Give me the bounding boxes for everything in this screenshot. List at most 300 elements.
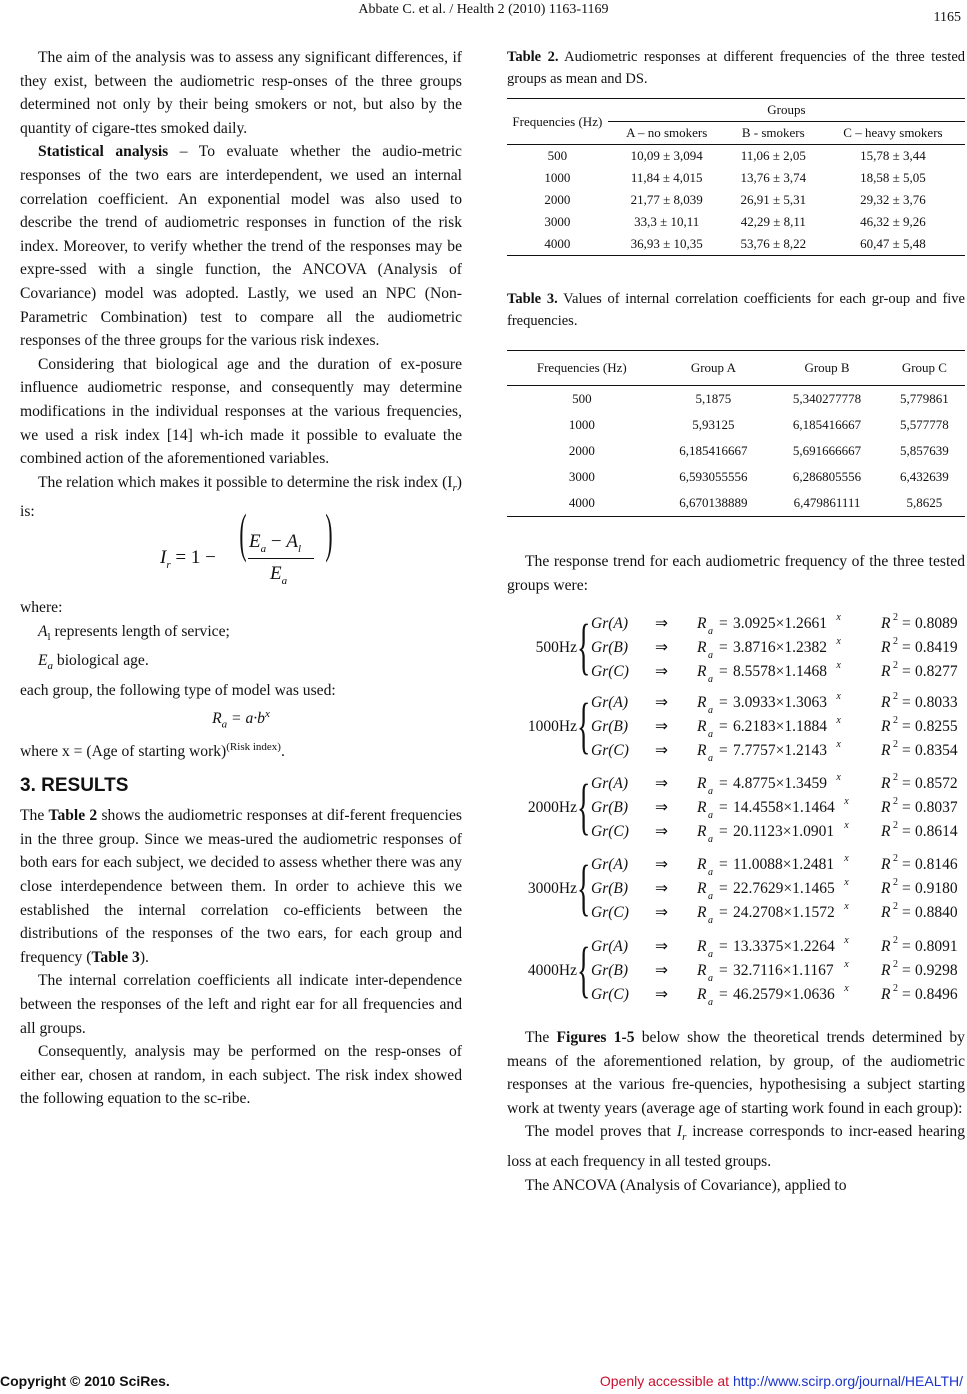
equals: =	[902, 799, 911, 816]
I: I	[160, 546, 167, 568]
group: Gr(C)	[591, 904, 629, 921]
table-cell: 5,1875	[695, 391, 732, 406]
model-formula	[20, 703, 462, 737]
equals: =	[719, 904, 728, 921]
table-cell: 5,577778	[900, 417, 949, 432]
sup: 2	[893, 691, 898, 702]
R2: R	[881, 823, 891, 840]
column-header: C – heavy smokers	[821, 122, 965, 145]
sup: x	[836, 691, 841, 702]
table-cell: 60,47 ± 5,48	[860, 236, 926, 251]
page-number: 1165	[933, 10, 961, 25]
r-squared: 0.8033	[915, 694, 958, 711]
r-squared: 0.9180	[915, 880, 958, 897]
equation-row	[591, 739, 965, 763]
group: Gr(C)	[591, 742, 629, 759]
equation-row	[591, 853, 965, 877]
text: ) is:	[20, 473, 462, 521]
table-cell: 29,32 ± 3,76	[860, 192, 926, 207]
equals: =	[719, 962, 728, 979]
equation-row	[591, 612, 965, 636]
equals: =	[902, 742, 911, 759]
paragraph-coefficients: The internal correlation coefficients all indicate inter-dependence between the responses of the left and right ear for all frequencies and all groups.	[20, 972, 462, 1037]
R2: R	[881, 986, 891, 1003]
equals: =	[902, 856, 911, 873]
sub: a	[708, 674, 713, 685]
t: .	[280, 743, 285, 761]
sup: 2	[893, 796, 898, 807]
R2: R	[881, 663, 891, 680]
table-row	[507, 386, 965, 413]
sub: a	[708, 705, 713, 716]
equals: =	[719, 938, 728, 955]
table-cell: 1000	[544, 170, 571, 185]
table-3	[507, 350, 965, 517]
text: The relation which makes it possible to determine the risk index (I	[38, 473, 453, 491]
group: Gr(C)	[591, 986, 629, 1003]
Ra: R	[697, 799, 707, 816]
paragraph-figures	[507, 1026, 965, 1120]
R2: R	[881, 615, 891, 632]
sub: r	[682, 1131, 687, 1144]
sup: x	[844, 901, 849, 912]
table-row	[507, 412, 965, 438]
model-expression: 13.3375×1.2264	[733, 938, 835, 955]
model-expression: 20.1123×1.0901	[733, 823, 835, 840]
equals: =	[719, 775, 728, 792]
Ra: R	[697, 775, 707, 792]
brace: {	[577, 936, 591, 1004]
table-cell: 5,857639	[900, 443, 949, 458]
r-squared: 0.8037	[915, 799, 958, 816]
Ra: R	[697, 823, 707, 840]
t: represents length of service;	[50, 622, 230, 640]
t: ).	[139, 948, 149, 966]
Ra: R	[697, 986, 707, 1003]
equals: =	[902, 904, 911, 921]
table-cell: 1000	[568, 417, 595, 432]
implies-icon: ⇒	[655, 880, 668, 897]
table-cell: 5,8625	[906, 495, 943, 510]
paragraph-consequently: Consequently, analysis may be performed on the resp-onses of either ear, chosen at random, in each subject. The risk index showed the following equation to the sc-ribe.	[20, 1043, 462, 1108]
Ra: R	[697, 742, 707, 759]
table-row	[507, 490, 965, 517]
equals: =	[902, 615, 911, 632]
sub: l	[297, 542, 301, 555]
paragraph-risk-index: Considering that biological age and the duration of ex-posure influence audiometric response, and consequently may determine modifications in the individual responses at the various frequencies, we used a risk index [14] wh-ich made it possible to evaluate the combined action of the aforementioned variables.	[20, 355, 462, 468]
R2: R	[881, 938, 891, 955]
group: Gr(B)	[591, 880, 629, 897]
table-cell: 13,76 ± 3,74	[740, 170, 807, 185]
Ra: R	[697, 615, 707, 632]
table-cell: 11,06 ± 2,05	[740, 148, 806, 163]
v: E	[38, 652, 48, 670]
sub: r	[166, 558, 171, 571]
table-cell: 6,185416667	[679, 443, 748, 458]
table-cell: 3000	[544, 214, 571, 229]
sup: x	[264, 707, 270, 720]
group: Gr(A)	[591, 694, 629, 711]
column-header: Frequencies (Hz)	[507, 351, 657, 386]
sup: x	[844, 877, 849, 888]
implies-icon: ⇒	[655, 986, 668, 1003]
table-row	[507, 233, 965, 256]
equation-row	[591, 691, 965, 715]
implies-icon: ⇒	[655, 694, 668, 711]
open-access-label: Openly accessible at	[599, 1373, 733, 1389]
equation-block	[507, 853, 965, 925]
header-groups: Groups	[608, 99, 965, 122]
equals: =	[719, 615, 728, 632]
sup: 2	[893, 660, 898, 671]
model-expression: 8.5578×1.1468	[733, 663, 827, 680]
header-frequencies: Frequencies (Hz)	[507, 99, 608, 145]
journal-link[interactable]: http://www.scirp.org/journal/HEALTH/	[732, 1373, 963, 1389]
equals: =	[902, 938, 911, 955]
table-cell: 4000	[544, 236, 571, 251]
Ra: R	[697, 694, 707, 711]
t: The model proves that	[525, 1123, 677, 1141]
sub: a	[708, 867, 713, 878]
paragraph-response-trend: The response trend for each audiometric frequency of the three tested groups were:	[507, 553, 965, 594]
group: Gr(B)	[591, 962, 629, 979]
table-cell: 5,340277778	[792, 391, 862, 406]
equation-row	[591, 935, 965, 959]
equation-row	[591, 636, 965, 660]
table-ref: Table 3	[91, 948, 140, 966]
equation-row	[591, 660, 965, 684]
table-row	[507, 167, 965, 189]
R2: R	[881, 639, 891, 656]
sup: 2	[893, 853, 898, 864]
sub: a	[708, 626, 713, 637]
sub: a	[708, 949, 713, 960]
model-expression: 24.2708×1.1572	[733, 904, 835, 921]
equals: =	[902, 823, 911, 840]
table-cell: 6,670138889	[679, 495, 748, 510]
Ra: R	[697, 904, 707, 921]
risk-index-formula: $I_r = 1$ − ( $E_a - A_l$ $E_a$ )	[160, 502, 333, 587]
table-cell: 5,691666667	[792, 443, 862, 458]
table-cell: 3000	[568, 469, 595, 484]
sup: x	[844, 796, 849, 807]
implies-icon: ⇒	[655, 904, 668, 921]
sup: 2	[893, 983, 898, 994]
r-squared: 0.8840	[915, 904, 958, 921]
left-column	[20, 46, 462, 1111]
Ra: R	[697, 938, 707, 955]
sub: a	[708, 891, 713, 902]
sup: 2	[893, 612, 898, 623]
table-cell: 26,91 ± 5,31	[740, 192, 807, 207]
model-expression: 14.4558×1.1464	[733, 799, 835, 816]
equation-block	[507, 772, 965, 844]
model-expression: 3.0933×1.3063	[733, 694, 827, 711]
sup: 2	[893, 772, 898, 783]
equation-row	[591, 901, 965, 925]
model-expression: 3.0925×1.2661	[733, 615, 827, 632]
implies-icon: ⇒	[655, 962, 668, 979]
equation-row	[591, 983, 965, 1007]
frequency-label: 500Hz	[535, 639, 577, 656]
t: increase corresponds to incr-eased hearing loss at each frequency in all tested groups.	[507, 1123, 965, 1171]
R2: R	[881, 775, 891, 792]
equation-block	[507, 691, 965, 763]
sub: a	[281, 574, 288, 587]
sub: a	[221, 717, 228, 730]
sup: x	[836, 660, 841, 671]
group: Gr(B)	[591, 718, 629, 735]
model-expression: 11.0088×1.2481	[733, 856, 835, 873]
equals: =	[719, 694, 728, 711]
sup: x	[836, 612, 841, 623]
t: shows the audiometric responses at dif-ferent frequencies in the three group. Since we meas-ured the audiometric responses of both ears for each subject, we decided to assess whether there was any close interdependence between them. In order to achieve this we established the internal correlation co-efficients between the distributions of the responses of the two ears, for each group and frequency (	[20, 807, 462, 966]
R2: R	[881, 799, 891, 816]
Ra: R	[697, 962, 707, 979]
sup: 2	[893, 636, 898, 647]
table-row	[507, 438, 965, 464]
lead: Statistical analysis	[38, 143, 169, 161]
R2: R	[881, 856, 891, 873]
sup: 2	[893, 901, 898, 912]
r-squared: 0.8419	[915, 639, 958, 656]
equals: =	[719, 718, 728, 735]
table-row	[507, 189, 965, 211]
paragraph-model	[507, 1120, 965, 1173]
implies-icon: ⇒	[655, 938, 668, 955]
R2: R	[881, 904, 891, 921]
table-cell: 6,479861111	[793, 495, 861, 510]
brace: {	[577, 773, 591, 841]
group: Gr(B)	[591, 639, 629, 656]
group: Gr(A)	[591, 775, 629, 792]
sup: 2	[893, 820, 898, 831]
table-cell: 10,09 ± 3,094	[630, 148, 703, 163]
figure-ref: Figures 1-5	[556, 1029, 635, 1046]
equation-row	[591, 877, 965, 901]
equals: =	[719, 856, 728, 873]
implies-icon: ⇒	[655, 663, 668, 680]
brace: {	[577, 613, 591, 681]
sup: 2	[893, 877, 898, 888]
section-heading: 3. RESULTS	[20, 775, 129, 797]
column-header: B - smokers	[726, 122, 821, 145]
group: Gr(A)	[591, 615, 629, 632]
r-squared: 0.8146	[915, 856, 958, 873]
implies-icon: ⇒	[655, 615, 668, 632]
lead: Table 3.	[507, 291, 558, 307]
R2: R	[881, 880, 891, 897]
frequency-label: 4000Hz	[527, 962, 577, 979]
Ra: R	[697, 718, 707, 735]
running-header: Abbate C. et al. / Health 2 (2010) 1163-1169	[358, 2, 609, 17]
r-squared: 0.8354	[915, 742, 958, 759]
equation-row	[591, 959, 965, 983]
R2: R	[881, 718, 891, 735]
model-expression: 4.8775×1.3459	[733, 775, 827, 792]
column-header: A – no smokers	[608, 122, 726, 145]
right-column-bottom	[507, 1026, 965, 1197]
table-cell: 4000	[568, 495, 595, 510]
equals: =	[902, 718, 911, 735]
equals: =	[902, 639, 911, 656]
table-cell: 2000	[568, 443, 595, 458]
table-cell: 46,32 ± 9,26	[860, 214, 926, 229]
group: Gr(B)	[591, 799, 629, 816]
eq: = 1 −	[170, 546, 216, 568]
equals: =	[902, 986, 911, 1003]
t: The	[20, 807, 49, 825]
t: biological age.	[53, 652, 149, 670]
equals: =	[719, 742, 728, 759]
implies-icon: ⇒	[655, 856, 668, 873]
table-cell: 36,93 ± 10,35	[630, 236, 703, 251]
table-cell: 6,185416667	[792, 417, 862, 432]
sup: x	[844, 853, 849, 864]
paragraph-aim: The aim of the analysis was to assess any significant differences, if they exist, between the audiometric resp-onses of the three groups determined not only by their being smokers or not, but also by the quantity of cigare-ttes smoked daily.	[20, 49, 462, 137]
table-cell: 5,779861	[900, 391, 949, 406]
equation-block	[507, 935, 965, 1007]
frequency-label: 3000Hz	[527, 880, 577, 897]
equals: =	[902, 880, 911, 897]
sub: r	[452, 481, 457, 494]
v: A	[38, 622, 48, 640]
frequency-label: 1000Hz	[527, 718, 577, 735]
model-expression: 46.2579×1.0636	[733, 986, 835, 1003]
Ea: E	[270, 562, 282, 584]
table2-caption	[507, 46, 965, 90]
sub: a	[708, 810, 713, 821]
group: Gr(C)	[591, 823, 629, 840]
equals: =	[902, 775, 911, 792]
R: R	[212, 709, 222, 727]
where-label: where:	[20, 598, 63, 616]
t: below show the theoretical trends determined by means of the aforementioned relation, by group, of the audiometric responses at the various fre-quencies, hypothesising a subject starting work at twenty years (average age of starting work found in each group):	[507, 1029, 965, 1117]
sub: a	[708, 834, 713, 845]
column-header: Group C	[884, 351, 965, 386]
where-A	[20, 620, 462, 650]
model-intro: each group, the following type of model was used:	[20, 681, 336, 699]
r-squared: 0.9298	[915, 962, 958, 979]
column-header: Group B	[770, 351, 884, 386]
table-cell: 6,286805556	[792, 469, 862, 484]
equals: =	[719, 880, 728, 897]
lead: Table 2.	[507, 49, 559, 65]
sub: a	[260, 542, 267, 555]
sup: x	[844, 959, 849, 970]
Ra: R	[697, 663, 707, 680]
equals: =	[719, 639, 728, 656]
equals: =	[719, 799, 728, 816]
r-squared: 0.8277	[915, 663, 958, 680]
sup: x	[836, 715, 841, 726]
implies-icon: ⇒	[655, 799, 668, 816]
equation-block	[507, 612, 965, 684]
Ra: R	[697, 856, 707, 873]
group: Gr(A)	[591, 938, 629, 955]
brace: {	[577, 692, 591, 760]
where-x	[20, 736, 462, 764]
equation-row	[591, 796, 965, 820]
equals: =	[902, 694, 911, 711]
sub: a	[708, 786, 713, 797]
t: The	[525, 1029, 557, 1046]
frequency-label: 2000Hz	[527, 799, 577, 816]
equation-row	[591, 820, 965, 844]
sup: 2	[893, 959, 898, 970]
model-expression: 6.2183×1.1884	[733, 718, 827, 735]
equals: =	[719, 663, 728, 680]
paragraph-statistical-analysis	[20, 140, 462, 352]
r-squared: 0.8089	[915, 615, 958, 632]
model-expression: 7.7757×1.2143	[733, 742, 827, 759]
table-cell: 18,58 ± 5,05	[860, 170, 926, 185]
equation-row	[591, 772, 965, 796]
sub: a	[708, 753, 713, 764]
r-squared: 0.8614	[915, 823, 958, 840]
sup: 2	[893, 935, 898, 946]
sup: (Risk index)	[226, 741, 281, 754]
R2: R	[881, 694, 891, 711]
sub: a	[708, 997, 713, 1008]
R2: R	[881, 742, 891, 759]
table-cell: 6,432639	[900, 469, 949, 484]
t: Audiometric responses at different frequencies of the three tested groups as mean and DS.	[507, 49, 965, 87]
implies-icon: ⇒	[655, 639, 668, 656]
r-squared: 0.8496	[915, 986, 958, 1003]
I: I	[676, 1123, 683, 1141]
table-2	[507, 98, 965, 256]
sub: a	[708, 915, 713, 926]
implies-icon: ⇒	[655, 823, 668, 840]
table-cell: 53,76 ± 8,22	[740, 236, 807, 251]
sup: x	[836, 636, 841, 647]
footer-link	[600, 1370, 963, 1394]
table-cell: 33,3 ± 10,11	[634, 214, 700, 229]
table-row	[507, 211, 965, 233]
table3-caption	[507, 288, 965, 332]
table-cell: 42,29 ± 8,11	[740, 214, 806, 229]
text: – To evaluate whether the audio-metric responses of the two ears are interdependent, we used an internal correlation coefficient. An exponential model was also used to describe the trend of audiometric responses in function of the risk index. Moreover, to verify whether the trend of the responses may be expre-ssed with a single function, the ANCOVA (Analysis of Covariance) model was adopted. Lastly, we used an NPC (Non-Parametric Combination) test to compare all the audiometric responses of the three groups for the various risk indexes.	[20, 143, 462, 350]
equals: =	[902, 962, 911, 979]
equals: =	[719, 823, 728, 840]
where-E	[20, 649, 462, 679]
table-cell: 5,93125	[692, 417, 735, 432]
t: where x = (Age of starting work)	[20, 743, 227, 761]
table-row	[507, 464, 965, 490]
sup: x	[844, 983, 849, 994]
column-header: Group A	[657, 351, 771, 386]
eq: = a·b	[227, 709, 265, 727]
r-squared: 0.8091	[915, 938, 958, 955]
paragraph-ancova: The ANCOVA (Analysis of Covariance), applied to	[525, 1176, 847, 1194]
implies-icon: ⇒	[655, 742, 668, 759]
table-cell: 2000	[544, 192, 571, 207]
table-cell: 11,84 ± 4,015	[630, 170, 703, 185]
equals: =	[902, 663, 911, 680]
Ra: R	[697, 639, 707, 656]
model-expression: 3.8716×1.2382	[733, 639, 827, 656]
R2: R	[881, 962, 891, 979]
sup: 2	[893, 739, 898, 750]
table-cell: 500	[547, 148, 568, 163]
brace: {	[577, 854, 591, 922]
table-ref: Table 2	[48, 807, 98, 825]
equals: =	[719, 986, 728, 1003]
table-cell: 6,593055556	[679, 469, 748, 484]
paragraph-results	[20, 804, 462, 969]
Al: A	[286, 530, 298, 552]
